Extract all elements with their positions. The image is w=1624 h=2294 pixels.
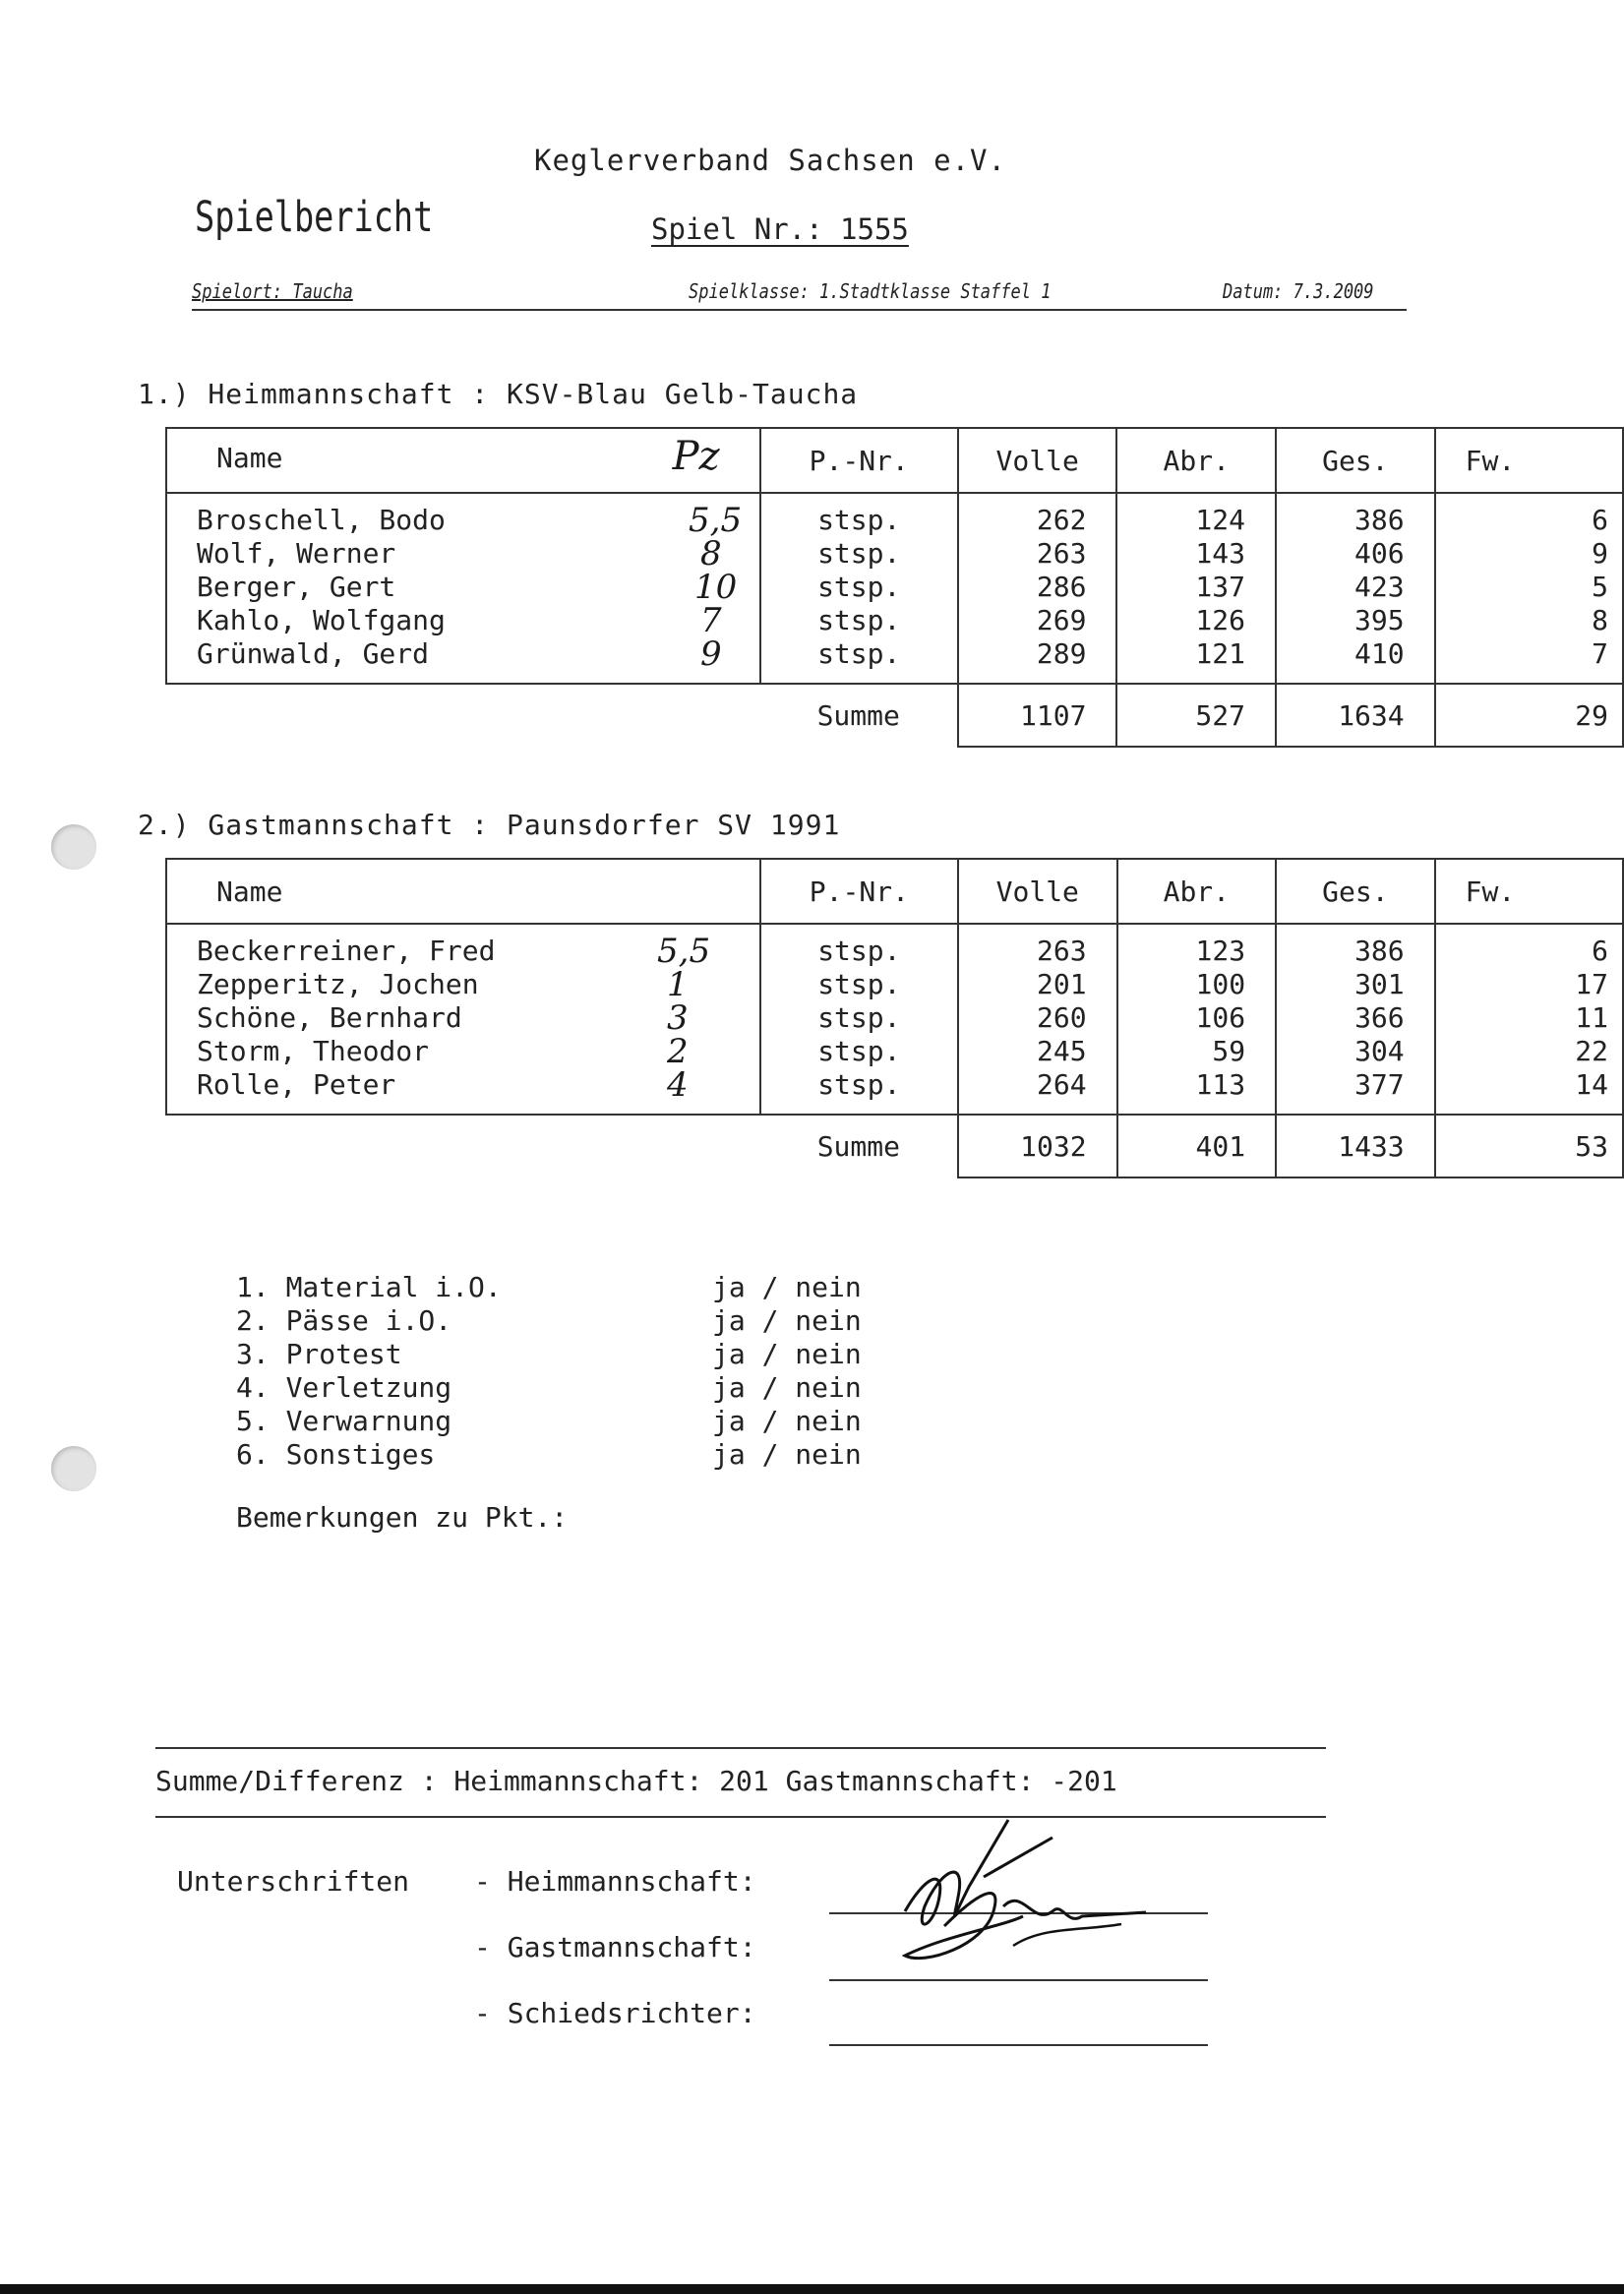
table-row: Storm, Theodor 2 bbox=[197, 1032, 689, 1071]
list-item: 2. Pässe i.O. ja / nein bbox=[236, 1304, 862, 1337]
sum-label: Summe bbox=[760, 684, 958, 747]
sum-ges: 1433 bbox=[1276, 1115, 1435, 1177]
punch-hole bbox=[51, 824, 96, 870]
list-item: 5. Verwarnung ja / nein bbox=[236, 1405, 862, 1437]
signature-label-guest: - Gastmannschaft: bbox=[474, 1931, 756, 1963]
summary-difference: Summe/Differenz : Heimmannschaft: 201 Gastmannschaft: -201 bbox=[155, 1765, 1117, 1797]
game-date: Datum: 7.3.2009 bbox=[1223, 279, 1374, 303]
organization-name: Keglerverband Sachsen e.V. bbox=[534, 144, 1006, 177]
sum-label: Summe bbox=[760, 1115, 958, 1177]
remarks-label: Bemerkungen zu Pkt.: bbox=[236, 1501, 569, 1534]
signature-line-referee bbox=[829, 2044, 1208, 2046]
column-header-ges: Ges. bbox=[1276, 428, 1435, 493]
game-number: Spiel Nr.: 1555 bbox=[651, 212, 909, 246]
ges-values: 386 301 366 304 377 bbox=[1276, 924, 1435, 1115]
column-header-volle: Volle bbox=[958, 859, 1117, 924]
game-class: Spielklasse: 1.Stadtklasse Staffel 1 bbox=[689, 279, 1052, 303]
sum-volle: 1107 bbox=[958, 684, 1117, 747]
table-row: Grünwald, Gerd 9 bbox=[197, 634, 722, 674]
checklist bbox=[236, 1271, 862, 1472]
table-row: Broschell, Bodo 5,5 bbox=[197, 501, 743, 540]
column-header-volle: Volle bbox=[958, 428, 1117, 493]
summary-top-rule bbox=[155, 1747, 1326, 1749]
column-header-abr: Abr. bbox=[1116, 428, 1276, 493]
sum-fw: 53 bbox=[1435, 1115, 1623, 1177]
table-row: Kahlo, Wolfgang 7 bbox=[197, 601, 722, 640]
table-row: Rolle, Peter 4 bbox=[197, 1065, 689, 1105]
sum-abr: 401 bbox=[1117, 1115, 1276, 1177]
scan-edge bbox=[0, 2284, 1624, 2294]
header-rule bbox=[192, 309, 1407, 311]
venue: Spielort: Taucha bbox=[192, 279, 353, 303]
column-header-pnr: P.-Nr. bbox=[760, 859, 958, 924]
column-header-fw: Fw. bbox=[1435, 428, 1623, 493]
player-names bbox=[166, 924, 760, 1115]
table-row: Berger, Gert 10 bbox=[197, 568, 738, 607]
column-header-ges: Ges. bbox=[1276, 859, 1435, 924]
player-numbers: stsp. stsp. stsp. stsp. stsp. bbox=[760, 924, 958, 1115]
guest-team-heading: 2.) Gastmannschaft : Paunsdorfer SV 1991 bbox=[138, 809, 841, 841]
list-item: 1. Material i.O. ja / nein bbox=[236, 1271, 862, 1303]
table-row: Wolf, Werner 8 bbox=[197, 534, 722, 574]
abr-values: 124 143 137 126 121 bbox=[1116, 493, 1276, 684]
punch-hole bbox=[51, 1446, 96, 1491]
list-item: 4. Verletzung ja / nein bbox=[236, 1371, 862, 1404]
column-header-fw: Fw. bbox=[1435, 859, 1623, 924]
fw-values: 6 17 11 22 14 bbox=[1435, 924, 1623, 1115]
signature-label-home: - Heimmannschaft: bbox=[474, 1865, 756, 1898]
fw-values: 6 9 5 8 7 bbox=[1435, 493, 1623, 684]
table-row: Schöne, Bernhard 3 bbox=[197, 998, 689, 1038]
table-row: Zepperitz, Jochen 1 bbox=[197, 965, 689, 1004]
table-row: Beckerreiner, Fred 5,5 bbox=[197, 932, 711, 971]
sum-ges: 1634 bbox=[1276, 684, 1435, 747]
list-item: 6. Sonstiges ja / nein bbox=[236, 1438, 862, 1471]
home-team-heading: 1.) Heimmannschaft : KSV-Blau Gelb-Taucha bbox=[138, 378, 859, 410]
volle-values: 263 201 260 245 264 bbox=[958, 924, 1117, 1115]
document-title: Spielbericht bbox=[195, 193, 434, 242]
abr-values: 123 100 106 59 113 bbox=[1117, 924, 1276, 1115]
sum-volle: 1032 bbox=[958, 1115, 1117, 1177]
column-header-name: Name bbox=[166, 859, 760, 924]
handwritten-signature bbox=[885, 1818, 1161, 1985]
home-team-table bbox=[165, 427, 1624, 748]
sum-abr: 527 bbox=[1116, 684, 1276, 747]
player-names bbox=[166, 493, 760, 684]
column-header-name: Name Pz bbox=[166, 428, 760, 493]
guest-team-table bbox=[165, 858, 1624, 1178]
ges-values: 386 406 423 395 410 bbox=[1276, 493, 1435, 684]
volle-values: 262 263 286 269 289 bbox=[958, 493, 1117, 684]
signatures-title: Unterschriften bbox=[177, 1865, 410, 1898]
list-item: 3. Protest ja / nein bbox=[236, 1338, 862, 1370]
column-header-abr: Abr. bbox=[1117, 859, 1276, 924]
sum-fw: 29 bbox=[1435, 684, 1623, 747]
signature-label-referee: - Schiedsrichter: bbox=[474, 1997, 756, 2029]
column-header-pz: Pz bbox=[672, 434, 720, 479]
player-numbers: stsp. stsp. stsp. stsp. stsp. bbox=[760, 493, 958, 684]
column-header-pnr: P.-Nr. bbox=[760, 428, 958, 493]
